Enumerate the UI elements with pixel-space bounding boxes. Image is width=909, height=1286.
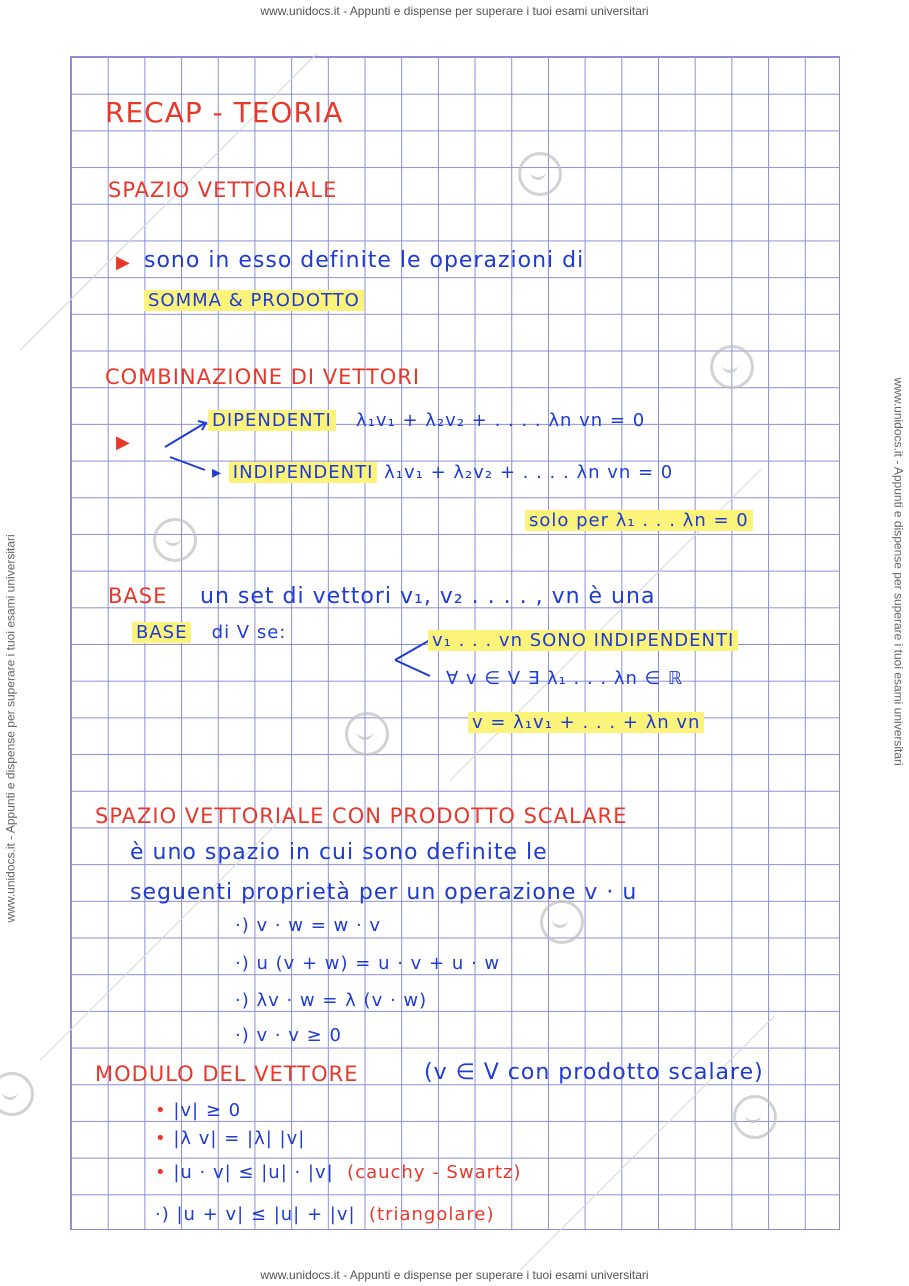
base-cond1: v₁ . . . vn SONO INDIPENDENTI bbox=[428, 630, 738, 651]
dipendenti-formula: λ₁v₁ + λ₂v₂ + . . . . λn vn = 0 bbox=[356, 410, 646, 431]
watermark-banner-bottom: www.unidocs.it - Appunti e dispense per superare i tuoi esami universitari bbox=[260, 1268, 649, 1282]
modulo-m4 bbox=[155, 1204, 495, 1225]
section-heading-combinazione: COMBINAZIONE DI VETTORI bbox=[105, 365, 421, 389]
spazio-line2 bbox=[144, 290, 364, 311]
indipendenti-row: ▸ INDIPENDENTI λ₁v₁ + λ₂v₂ + . . . . λn vn = 0 bbox=[212, 462, 674, 483]
dipendenti-row bbox=[208, 410, 645, 431]
prodotto-p4: ·) v · v ≥ 0 bbox=[235, 1025, 342, 1046]
base-word2: BASE bbox=[132, 622, 191, 643]
modulo-m1 bbox=[155, 1100, 241, 1121]
prodotto-p2: ·) u (v + w) = u · v + u · w bbox=[235, 953, 501, 974]
section-heading-prodotto: SPAZIO VETTORIALE CON PRODOTTO SCALARE bbox=[95, 804, 628, 828]
base-cond1-row bbox=[428, 630, 738, 651]
base-line2: di V se: bbox=[211, 622, 287, 643]
modulo-note: (v ∈ V con prodotto scalare) bbox=[424, 1060, 764, 1085]
modulo-m4-note: (triangolare) bbox=[369, 1204, 495, 1225]
base-word: BASE bbox=[108, 584, 168, 608]
watermark-logo-icon bbox=[153, 518, 197, 562]
triangle-bullet-icon: ▶ bbox=[116, 252, 131, 273]
modulo-m3-note: (cauchy - Swartz) bbox=[347, 1162, 522, 1183]
base-cond2: ∀ v ∈ V ∃ λ₁ . . . λn ∈ ℝ bbox=[446, 668, 684, 689]
section-heading-spazio: SPAZIO VETTORIALE bbox=[108, 178, 338, 202]
bullet-dot-icon: • bbox=[155, 1128, 174, 1149]
prodotto-line1: è uno spazio in cui sono definite le bbox=[130, 840, 548, 865]
spazio-line1: sono in esso definite le operazioni di bbox=[144, 248, 585, 273]
bullet-dot-icon: • bbox=[155, 1162, 174, 1183]
indipendenti-formula: λ₁v₁ + λ₂v₂ + . . . . λn vn = 0 bbox=[384, 462, 674, 483]
base-line1: un set di vettori v₁, v₂ . . . . , vn è una bbox=[200, 584, 656, 609]
prodotto-line2: seguenti proprietà per un operazione v · u bbox=[130, 880, 638, 905]
modulo-m2-text: |λ v| = |λ| |v| bbox=[173, 1128, 306, 1149]
triangle-bullet-icon: ▶ bbox=[116, 432, 131, 453]
solo-row bbox=[525, 510, 753, 531]
solo-text: solo per λ₁ . . . λn = 0 bbox=[525, 510, 753, 531]
watermark-side-left: www.unidocs.it - Appunti e dispense per superare i tuoi esami universitari bbox=[3, 534, 18, 923]
modulo-m4-text: ·) |u + v| ≤ |u| + |v| bbox=[155, 1204, 356, 1225]
watermark-logo-icon bbox=[710, 345, 754, 389]
watermark-logo-icon bbox=[0, 1072, 34, 1116]
modulo-m2 bbox=[155, 1128, 305, 1149]
prodotto-p1: ·) v · w = w · v bbox=[235, 915, 382, 936]
watermark-logo-icon bbox=[345, 712, 389, 756]
prodotto-p3: ·) λv · w = λ (v · w) bbox=[235, 990, 428, 1011]
base-line2-row bbox=[132, 622, 286, 643]
watermark-logo-icon bbox=[518, 152, 562, 196]
section-heading-modulo: MODULO DEL VETTORE bbox=[95, 1062, 359, 1086]
watermark-side-right: www.unidocs.it - Appunti e dispense per superare i tuoi esami universitari bbox=[891, 377, 906, 766]
watermark-logo-icon bbox=[540, 900, 584, 944]
modulo-m3 bbox=[155, 1162, 522, 1183]
watermark-logo-icon bbox=[733, 1095, 777, 1139]
bullet-dot-icon: • bbox=[155, 1100, 174, 1121]
modulo-m1-text: |v| ≥ 0 bbox=[173, 1100, 242, 1121]
modulo-m3-text: |u · v| ≤ |u| · |v| bbox=[173, 1162, 334, 1183]
base-cond3-row bbox=[468, 712, 704, 733]
dipendenti-label: DIPENDENTI bbox=[208, 410, 336, 431]
base-cond3: v = λ₁v₁ + . . . + λn vn bbox=[468, 712, 704, 733]
page-title: RECAP - TEORIA bbox=[105, 96, 344, 129]
spazio-line2-text: SOMMA & PRODOTTO bbox=[144, 290, 364, 311]
watermark-banner-top: www.unidocs.it - Appunti e dispense per superare i tuoi esami universitari bbox=[260, 4, 649, 18]
indipendenti-label: INDIPENDENTI bbox=[229, 462, 378, 483]
